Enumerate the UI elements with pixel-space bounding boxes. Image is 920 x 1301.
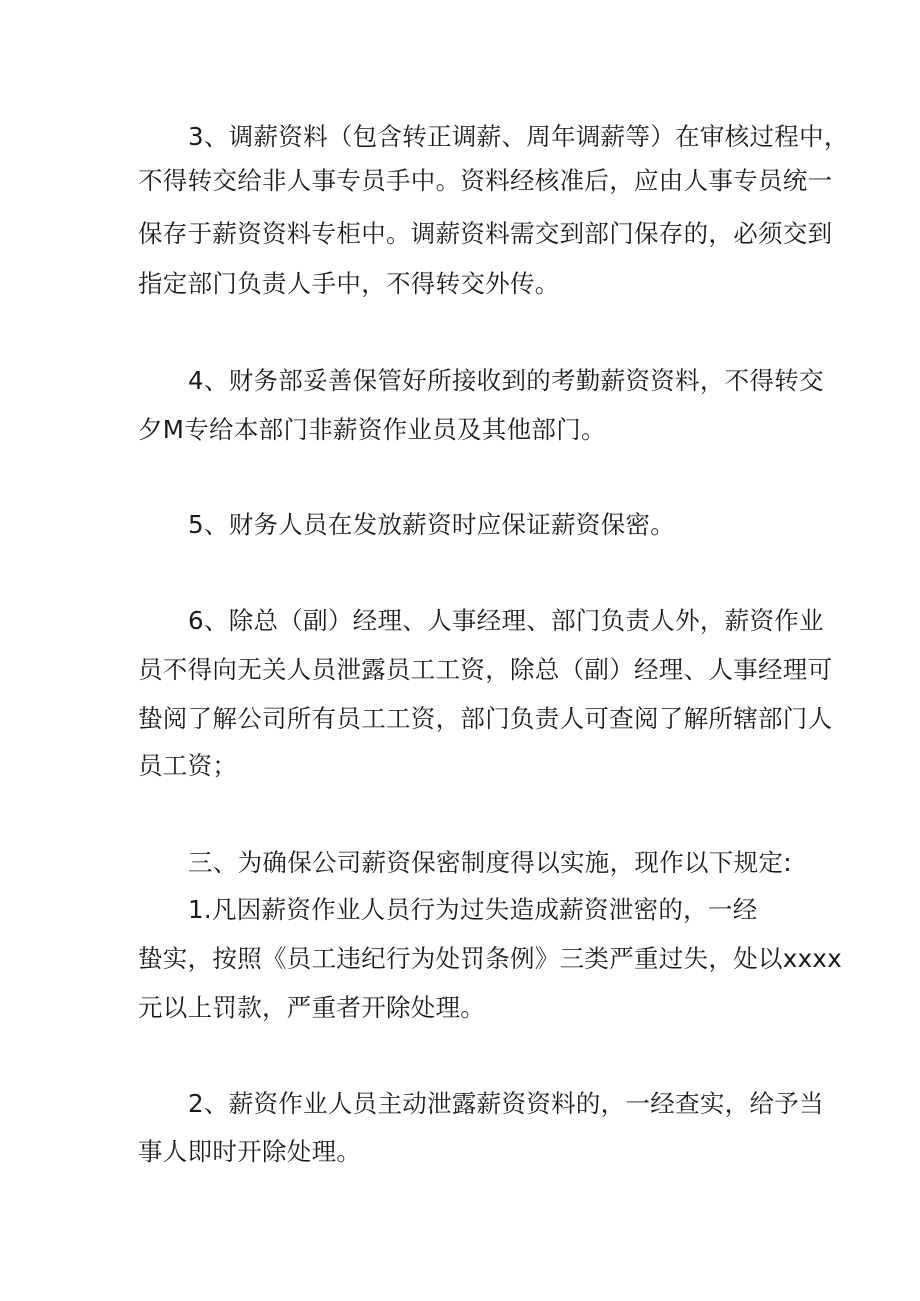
paragraph-4-line-1: 4、财务部妥善保管好所接收到的考勤薪资资料，不得转交 <box>188 366 824 395</box>
paragraph-3-line-2: 不得转交给非人事专员手中。资料经核准后，应由人事专员统一 <box>138 166 833 195</box>
section-3-item-2-line-2: 事人即时开除处理。 <box>138 1137 362 1166</box>
section-3-heading: 三、为确保公司薪资保密制度得以实施，现作以下规定: <box>188 848 792 877</box>
paragraph-3-line-1: 3、调薪资料（包含转正调薪、周年调薪等）在审核过程中， <box>188 122 849 151</box>
paragraph-3-line-4: 指定部门负责人手中，不得转交外传。 <box>138 269 560 298</box>
paragraph-6-line-2: 员不得向无关人员泄露员工工资，除总（副）经理、人事经理可 <box>138 655 833 684</box>
section-3-item-1-line-1: 1.凡因薪资作业人员行为过失造成薪资泄密的，一经 <box>188 895 758 924</box>
paragraph-6-line-4: 员工资； <box>138 751 238 780</box>
paragraph-4-line-2: 夕M专给本部门非薪资作业员及其他部门。 <box>138 415 606 444</box>
paragraph-6-line-1: 6、除总（副）经理、人事经理、部门负责人外，薪资作业 <box>188 606 824 635</box>
paragraph-6-line-3: 蛰阅了解公司所有员工工资，部门负责人可查阅了解所辖部门人 <box>138 704 833 733</box>
paragraph-5-line-1: 5、财务人员在发放薪资时应保证薪资保密。 <box>188 510 676 539</box>
section-3-item-1-line-2: 蛰实，按照《员工违纪行为处罚条例》三类严重过失，处以xxxx <box>138 944 842 973</box>
paragraph-3-line-3: 保存于薪资资料专柜中。调薪资料需交到部门保存的，必须交到 <box>138 219 833 248</box>
section-3-item-1-line-3: 元以上罚款，严重者开除处理。 <box>138 993 486 1022</box>
section-3-item-2-line-1: 2、薪资作业人员主动泄露薪资资料的，一经查实，给予当 <box>188 1089 824 1118</box>
